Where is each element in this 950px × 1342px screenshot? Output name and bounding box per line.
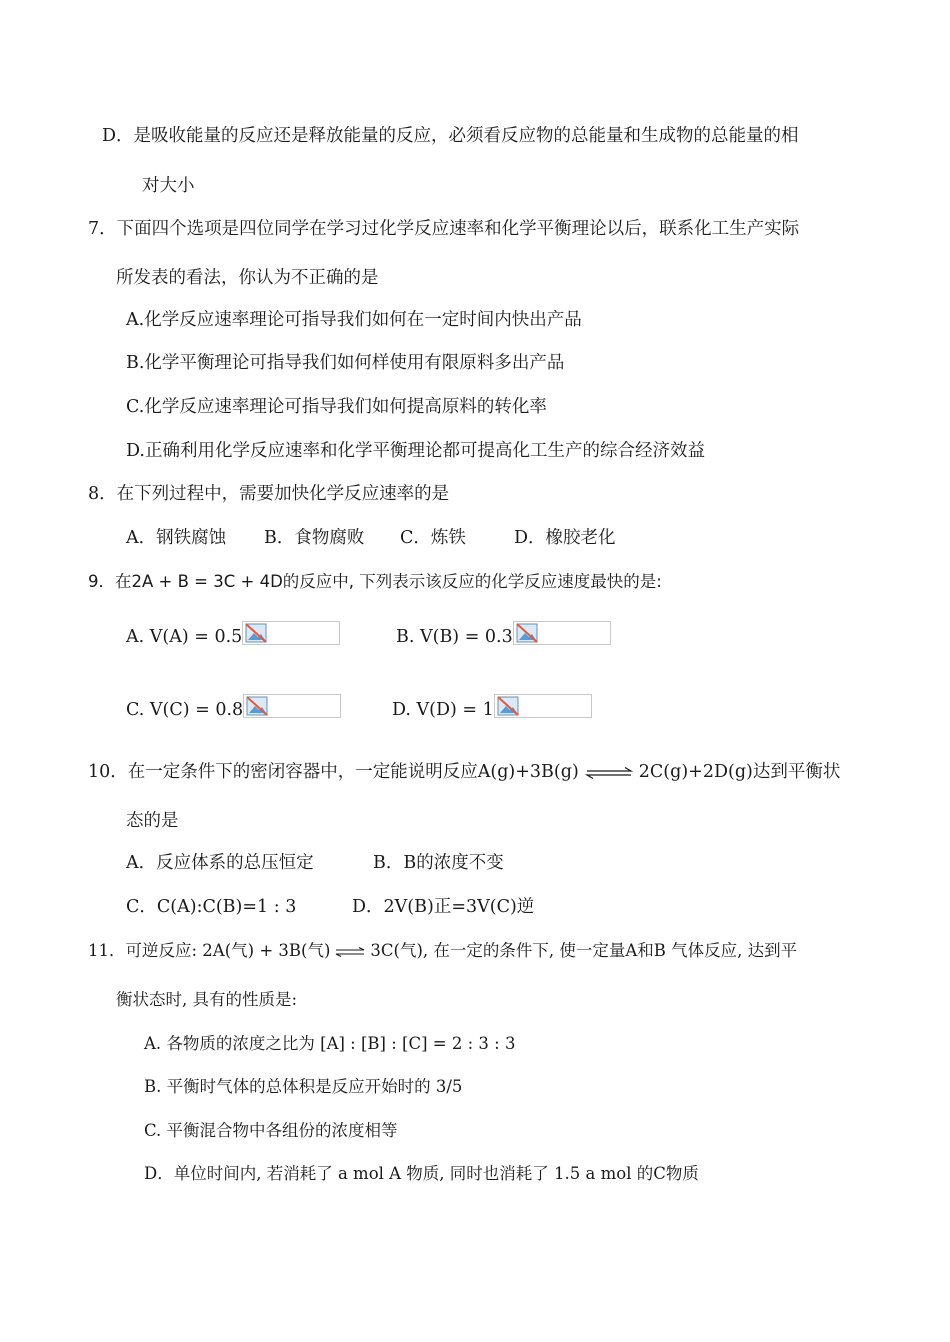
q7-option-d: D.正确利用化学反应速率和化学平衡理论都可提高化工生产的综合经济效益 — [126, 441, 705, 461]
q8-option-a: A．钢铁腐蚀 — [126, 528, 227, 548]
q9-option-d-label: D. V(D) = 1 — [392, 700, 494, 720]
q9-option-a-label: A. V(A) = 0.5 — [126, 627, 243, 647]
q9-option-c-label: C. V(C) = 0.8 — [126, 700, 244, 720]
q8-option-c: C．炼铁 — [400, 528, 466, 548]
broken-image-icon — [513, 621, 611, 645]
q9-option-b-label: B. V(B) = 0.3 — [396, 627, 513, 647]
reversible-arrow-icon — [334, 947, 366, 957]
q11-option-d: D．单位时间内, 若消耗了 a mol A 物质, 同时也消耗了 1.5 a mol 的C物质 — [144, 1164, 699, 1183]
q7-option-c: C.化学反应速率理论可指导我们如何提高原料的转化率 — [126, 397, 547, 417]
broken-image-icon — [242, 621, 340, 645]
q8-stem: 8．在下列过程中，需要加快化学反应速率的是 — [88, 484, 450, 504]
q6-option-d-line2: 对大小 — [142, 176, 195, 196]
broken-image-icon — [243, 694, 341, 718]
q10-stem-part2: 2C(g)+2D(g)达到平衡状 — [638, 762, 841, 782]
q10-stem-line1 — [88, 761, 840, 783]
q11-option-b: B. 平衡时气体的总体积是反应开始时的 3/5 — [144, 1077, 463, 1096]
q9-stem: 9．在2A + B = 3C + 4D的反应中, 下列表示该反应的化学反应速度最快的是: — [88, 572, 662, 591]
q8-option-d: D．橡胶老化 — [514, 528, 616, 548]
q7-option-b: B.化学平衡理论可指导我们如何样使用有限原料多出产品 — [126, 353, 565, 373]
q7-stem-line1: 7．下面四个选项是四位同学在学习过化学反应速率和化学平衡理论以后，联系化工生产实际 — [88, 219, 800, 239]
q11-stem-part2: 3C(气), 在一定的条件下, 使一定量A和B 气体反应, 达到平 — [370, 941, 798, 960]
q8-option-b: B．食物腐败 — [264, 528, 365, 548]
q11-stem-part1: 11．可逆反应: 2A(气) + 3B(气) — [88, 941, 331, 960]
q11-option-c: C. 平衡混合物中各组份的浓度相等 — [144, 1121, 398, 1140]
q9-option-a — [126, 621, 340, 648]
q10-stem-part1: 10．在一定条件下的密闭容器中，一定能说明反应A(g)+3B(g) — [88, 762, 579, 782]
q10-stem-line2: 态的是 — [126, 811, 179, 831]
q11-stem-line1 — [88, 940, 797, 962]
q6-option-d-line1: D．是吸收能量的反应还是释放能量的反应，必须看反应物的总能量和生成物的总能量的相 — [102, 126, 799, 146]
reversible-arrow-icon — [583, 767, 635, 779]
q7-stem-line2: 所发表的看法，你认为不正确的是 — [116, 268, 379, 288]
q9-option-b — [396, 621, 611, 648]
q10-option-d: D．2V(B)正=3V(C)逆 — [352, 897, 535, 917]
q10-option-c: C．C(A):C(B)=1 : 3 — [126, 897, 297, 917]
broken-image-icon — [494, 694, 592, 718]
q7-option-a: A.化学反应速率理论可指导我们如何在一定时间内快出产品 — [126, 310, 582, 330]
q9-option-c — [126, 694, 341, 721]
q10-option-a: A．反应体系的总压恒定 — [126, 853, 314, 873]
q9-option-d — [392, 694, 592, 721]
q11-stem-line2: 衡状态时, 具有的性质是: — [116, 990, 298, 1009]
q11-option-a: A. 各物质的浓度之比为 [A] : [B] : [C] = 2 : 3 : 3 — [144, 1034, 516, 1053]
q10-option-b: B．B的浓度不变 — [373, 853, 504, 873]
